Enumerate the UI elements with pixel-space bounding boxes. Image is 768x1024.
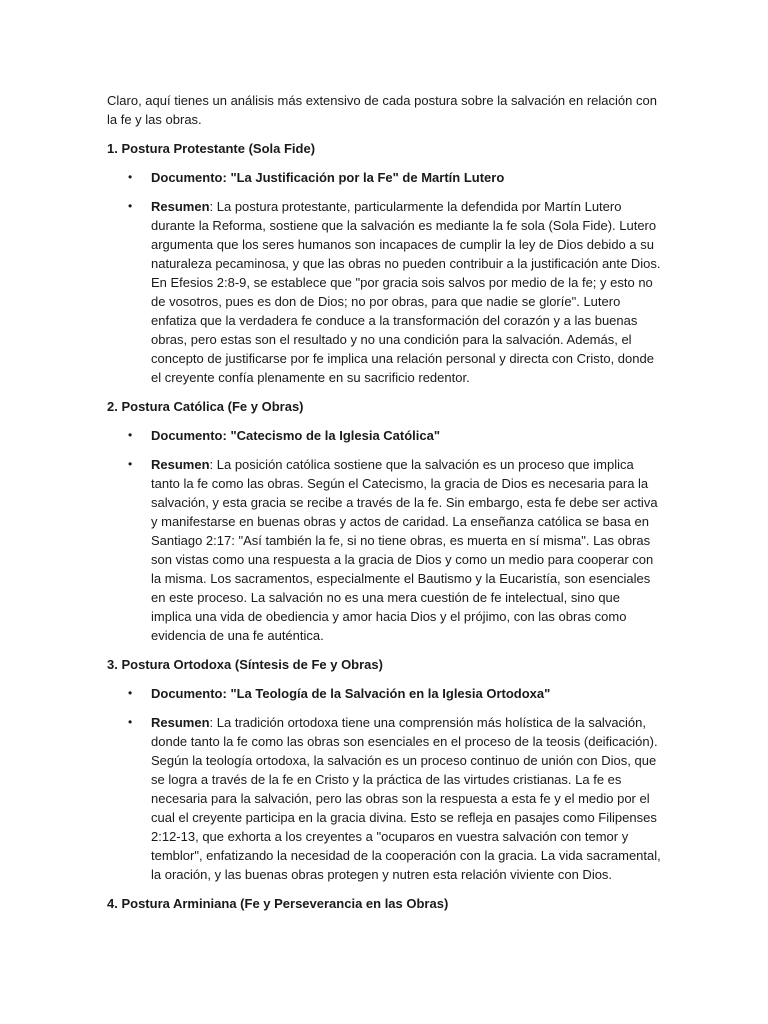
section-list-protestant <box>107 168 663 387</box>
bullet-icon: • <box>128 428 133 442</box>
document-title: Documento: "La Teología de la Salvación en la Iglesia Ortodoxa" <box>151 686 551 701</box>
bullet-icon: • <box>128 170 133 184</box>
section-list-catholic <box>107 426 663 645</box>
list-item-summary <box>107 455 663 645</box>
document-title: Documento: "Catecismo de la Iglesia Católica" <box>151 428 441 443</box>
list-item-document <box>107 168 663 187</box>
summary-label: Resumen <box>151 457 210 472</box>
summary-text: : La tradición ortodoxa tiene una comprensión más holística de la salvación, donde tanto la fe como las obras son esenciales en el proceso de la teosis (deificación). Según la teología ortodoxa, la salvación es un proceso continuo de unión con Dios, que se logra a través de la fe en Cristo y la práctica de las virtudes cristianas. La fe es necesaria para la salvación, pero las obras son la respuesta a esta fe y el medio por el cual el creyente participa en la gracia divina. Esto se refleja en pasajes como Filipenses 2:12-13, que exhorta a los creyentes a "ocuparos en vuestra salvación con temor y temblor", enfatizando la necesidad de la cooperación con la gracia. La vida sacramental, la oración, y las buenas obras protegen y nutren esta relación viviente con Dios. <box>151 715 661 882</box>
list-item-summary <box>107 197 663 387</box>
document-title: Documento: "La Justificación por la Fe" de Martín Lutero <box>151 170 505 185</box>
section-heading-protestant: 1. Postura Protestante (Sola Fide) <box>107 141 316 156</box>
document-page <box>107 91 663 923</box>
intro-paragraph: Claro, aquí tienes un análisis más extensivo de cada postura sobre la salvación en relación con la fe y las obras. <box>107 93 657 127</box>
section-heading-orthodox: 3. Postura Ortodoxa (Síntesis de Fe y Obras) <box>107 657 383 672</box>
section-list-orthodox <box>107 684 663 884</box>
section-heading-catholic: 2. Postura Católica (Fe y Obras) <box>107 399 304 414</box>
list-item-document <box>107 426 663 445</box>
bullet-icon: • <box>128 199 133 213</box>
summary-label: Resumen <box>151 715 210 730</box>
bullet-icon: • <box>128 686 133 700</box>
summary-label: Resumen <box>151 199 210 214</box>
section-heading-arminian: 4. Postura Arminiana (Fe y Perseverancia en las Obras) <box>107 896 449 911</box>
summary-text: : La postura protestante, particularmente la defendida por Martín Lutero durante la Reforma, sostiene que la salvación es mediante la fe sola (Sola Fide). Lutero argumenta que los seres humanos son incapaces de cumplir la ley de Dios debido a su naturaleza pecaminosa, y que las obras no pueden contribuir a la justificación ante Dios. En Efesios 2:8-9, se establece que "por gracia sois salvos por medio de la fe; y esto no de vosotros, pues es don de Dios; no por obras, para que nadie se gloríe". Lutero enfatiza que la verdadera fe conduce a la transformación del corazón y a las buenas obras, pero estas son el resultado y no una condición para la salvación. Además, el concepto de justificarse por fe implica una relación personal y directa con Cristo, donde el creyente confía plenamente en su sacrificio redentor. <box>151 199 661 385</box>
summary-text: : La posición católica sostiene que la salvación es un proceso que implica tanto la fe como las obras. Según el Catecismo, la gracia de Dios es necesaria para la salvación, y esta gracia se recibe a través de la fe. Sin embargo, esta fe debe ser activa y manifestarse en buenas obras y actos de caridad. La enseñanza católica se basa en Santiago 2:17: "Así también la fe, si no tiene obras, es muerta en sí misma". Las obras son vistas como una respuesta a la gracia de Dios y como un medio para cooperar con la misma. Los sacramentos, especialmente el Bautismo y la Eucaristía, son esenciales en este proceso. La salvación no es una mera cuestión de fe intelectual, sino que implica una vida de obediencia y amor hacia Dios y el prójimo, con las obras como evidencia de una fe auténtica. <box>151 457 658 643</box>
list-item-document <box>107 684 663 703</box>
bullet-icon: • <box>128 457 133 471</box>
bullet-icon: • <box>128 715 133 729</box>
list-item-summary <box>107 713 663 884</box>
